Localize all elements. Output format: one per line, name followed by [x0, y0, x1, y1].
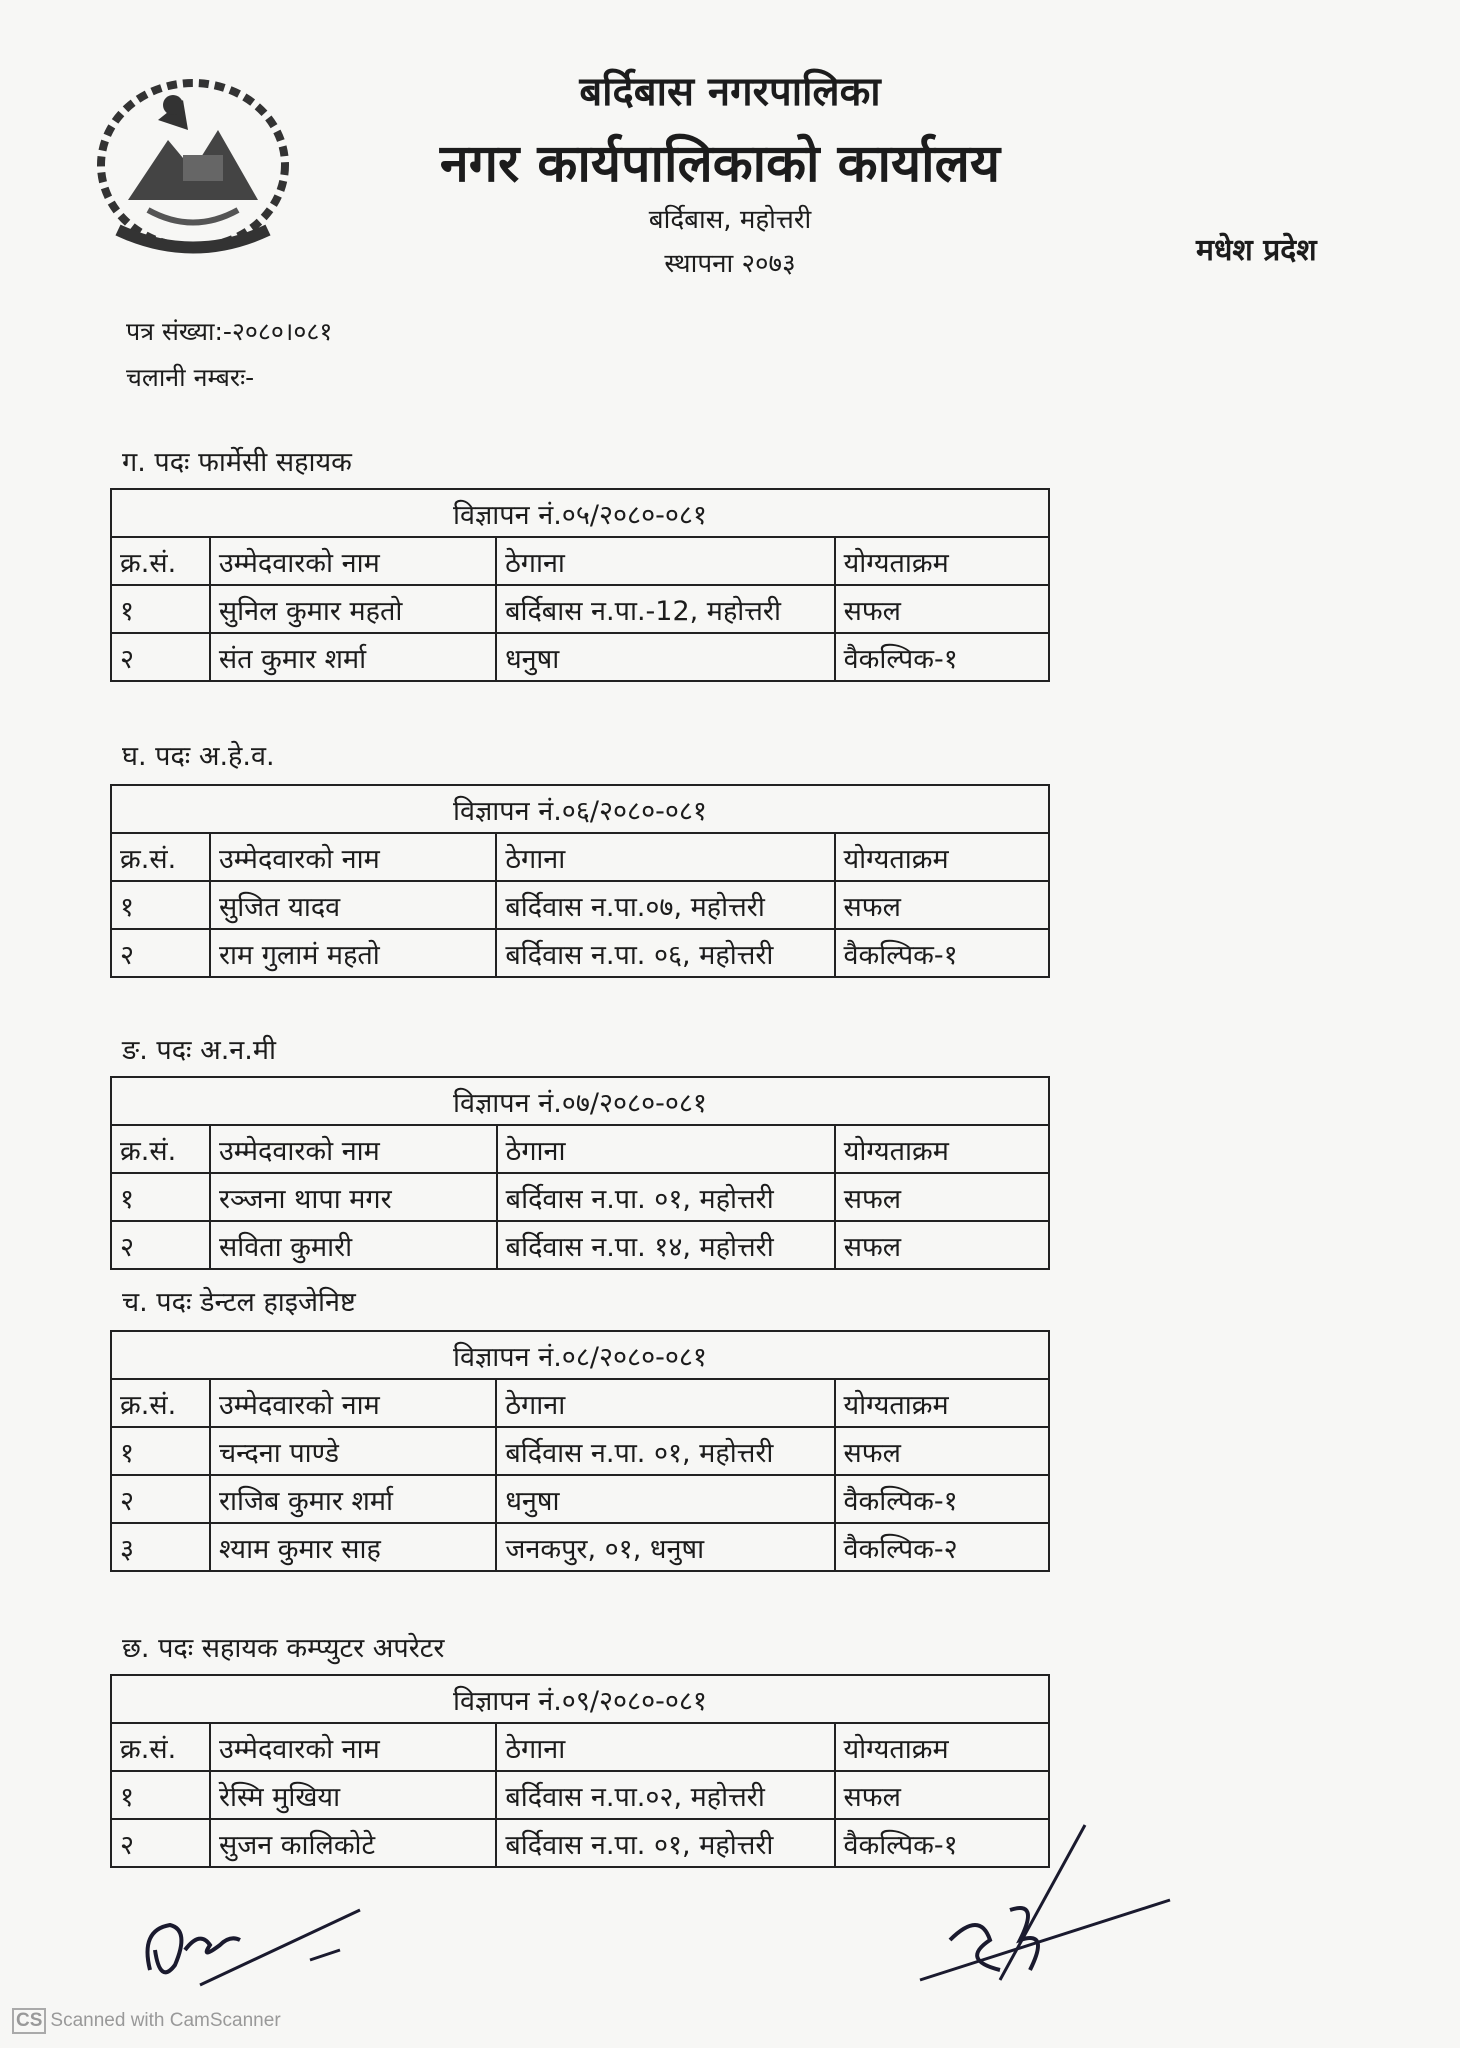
cell-serial: २: [111, 1819, 210, 1867]
section-title-computer-operator: छ. पदः सहायक कम्प्युटर अपरेटर: [122, 1633, 445, 1664]
cell-serial: २: [111, 1475, 210, 1523]
table-row: [111, 1771, 1049, 1819]
table-row: [111, 1221, 1049, 1269]
cell-address: धनुषा: [496, 633, 835, 681]
cell-merit: वैकल्पिक-१: [835, 1475, 1050, 1523]
cell-address: बर्दिवास न.पा. ०१, महोत्तरी: [496, 1819, 834, 1867]
province-name: मधेश प्रदेश: [1196, 233, 1317, 268]
table-ad-row: [111, 785, 1049, 833]
section-title-health-assistant: घ. पदः अ.हे.व.: [122, 741, 275, 772]
cell-name: चन्दना पाण्डे: [210, 1427, 496, 1475]
cell-serial: १: [111, 1427, 210, 1475]
table-row: [111, 585, 1049, 633]
section-title-anm: ङ. पदः अ.न.मी: [122, 1035, 276, 1066]
header-address: ठेगाना: [496, 833, 834, 881]
table-ad-row: [111, 1675, 1049, 1723]
table-row: [111, 1173, 1049, 1221]
header-merit: योग्यताक्रम: [835, 537, 1049, 585]
table-row: [111, 929, 1049, 977]
cell-name: रञ्जना थापा मगर: [210, 1173, 497, 1221]
results-table-dental: [110, 1330, 1050, 1572]
cell-address: जनकपुर, ०१, धनुषा: [496, 1523, 834, 1571]
table-ad-row: [111, 1331, 1049, 1379]
cell-address: बर्दिवास न.पा. १४, महोत्तरी: [497, 1221, 835, 1269]
letter-number: पत्र संख्या:-२०८०।०८१: [126, 317, 333, 346]
cell-merit: सफल: [835, 1427, 1050, 1475]
cell-name: राम गुलामं महतो: [210, 929, 496, 977]
cell-address: बर्दिवास न.पा. ०६, महोत्तरी: [496, 929, 834, 977]
ad-number: विज्ञापन नं.०८/२०८०-०८१: [111, 1331, 1049, 1379]
cell-serial: २: [111, 633, 210, 681]
cell-serial: १: [111, 1771, 210, 1819]
cell-address: बर्दिवास न.पा. ०१, महोत्तरी: [496, 1427, 834, 1475]
header-address: ठेगाना: [496, 537, 835, 585]
cell-serial: १: [111, 881, 210, 929]
signature-left-icon: [130, 1890, 390, 2000]
table-header-row: [111, 833, 1049, 881]
cell-name: सुजन कालिकोटे: [210, 1819, 496, 1867]
ad-number: विज्ञापन नं.०७/२०८०-०८१: [111, 1077, 1049, 1125]
cell-address: बर्दिवास न.पा.०७, महोत्तरी: [496, 881, 834, 929]
results-table-health-assistant: [110, 784, 1050, 978]
cell-merit: सफल: [835, 881, 1049, 929]
office-name: नगर कार्यपालिकाको कार्यालय: [439, 134, 1001, 194]
dispatch-number: चलानी नम्बरः-: [126, 363, 255, 392]
header-merit: योग्यताक्रम: [835, 1379, 1050, 1427]
cell-serial: १: [111, 585, 210, 633]
cell-serial: १: [111, 1173, 210, 1221]
table-header-row: [111, 1379, 1049, 1427]
header-merit: योग्यताक्रम: [835, 1125, 1049, 1173]
scanner-text: Scanned with CamScanner: [50, 2010, 281, 2031]
table-header-row: [111, 1125, 1049, 1173]
header-address: ठेगाना: [496, 1723, 834, 1771]
cell-name: रेस्मि मुखिया: [210, 1771, 496, 1819]
section-title-dental-hygienist: च. पदः डेन्टल हाइजेनिष्ट: [122, 1287, 356, 1318]
table-row: [111, 633, 1049, 681]
cell-merit: वैकल्पिक-१: [835, 1819, 1049, 1867]
results-table-anm: [110, 1076, 1050, 1270]
header-name: उम्मेदवारको नाम: [210, 537, 496, 585]
established-year: स्थापना २०७३: [664, 249, 796, 279]
cell-name: राजिब कुमार शर्मा: [210, 1475, 496, 1523]
ad-number: विज्ञापन नं.०५/२०८०-०८१: [111, 489, 1049, 537]
cell-name: सविता कुमारी: [210, 1221, 497, 1269]
table-row: [111, 881, 1049, 929]
table-row: [111, 1523, 1049, 1571]
municipality-name: बर्दिबास नगरपालिका: [579, 69, 881, 115]
cell-merit: सफल: [835, 1771, 1049, 1819]
results-table-pharmacy: [110, 488, 1050, 682]
cell-name: सुजित यादव: [210, 881, 496, 929]
cell-address: धनुषा: [496, 1475, 834, 1523]
header-address: ठेगाना: [496, 1379, 834, 1427]
header-name: उम्मेदवारको नाम: [210, 833, 496, 881]
cell-merit: सफल: [835, 1221, 1049, 1269]
table-header-row: [111, 1723, 1049, 1771]
cell-merit: वैकल्पिक-२: [835, 1523, 1050, 1571]
header-serial: क्र.सं.: [111, 1379, 210, 1427]
header-serial: क्र.सं.: [111, 833, 210, 881]
header-address: ठेगाना: [497, 1125, 835, 1173]
cell-merit: वैकल्पिक-१: [835, 929, 1049, 977]
ad-number: विज्ञापन नं.०९/२०८०-०८१: [111, 1675, 1049, 1723]
cell-serial: २: [111, 1221, 210, 1269]
header-name: उम्मेदवारको नाम: [210, 1723, 496, 1771]
header-serial: क्र.सं.: [111, 537, 210, 585]
cell-merit: सफल: [835, 585, 1049, 633]
header-name: उम्मेदवारको नाम: [210, 1379, 496, 1427]
header-merit: योग्यताक्रम: [835, 833, 1049, 881]
table-ad-row: [111, 489, 1049, 537]
header-merit: योग्यताक्रम: [835, 1723, 1049, 1771]
table-row: [111, 1475, 1049, 1523]
camscanner-badge: CS: [12, 2008, 46, 2034]
table-ad-row: [111, 1077, 1049, 1125]
cell-address: बर्दिवास न.पा. ०१, महोत्तरी: [497, 1173, 835, 1221]
header-serial: क्र.सं.: [111, 1723, 210, 1771]
header-name: उम्मेदवारको नाम: [210, 1125, 497, 1173]
signature-right-icon: [900, 1820, 1180, 2000]
cell-address: बर्दिबास न.पा.-12, महोत्तरी: [496, 585, 835, 633]
header-serial: क्र.सं.: [111, 1125, 210, 1173]
cell-merit: वैकल्पिक-१: [835, 633, 1049, 681]
cell-name: श्याम कुमार साह: [210, 1523, 496, 1571]
cell-address: बर्दिवास न.पा.०२, महोत्तरी: [496, 1771, 834, 1819]
table-row: [111, 1427, 1049, 1475]
section-title-pharmacy-assistant: ग. पदः फार्मेसी सहायक: [122, 447, 352, 478]
cell-serial: ३: [111, 1523, 210, 1571]
ad-number: विज्ञापन नं.०६/२०८०-०८१: [111, 785, 1049, 833]
cell-name: संत कुमार शर्मा: [210, 633, 496, 681]
table-header-row: [111, 537, 1049, 585]
scanner-watermark: [12, 2008, 281, 2034]
office-location: बर्दिबास, महोत्तरी: [648, 205, 812, 235]
cell-name: सुनिल कुमार महतो: [210, 585, 496, 633]
cell-serial: २: [111, 929, 210, 977]
cell-merit: सफल: [835, 1173, 1049, 1221]
